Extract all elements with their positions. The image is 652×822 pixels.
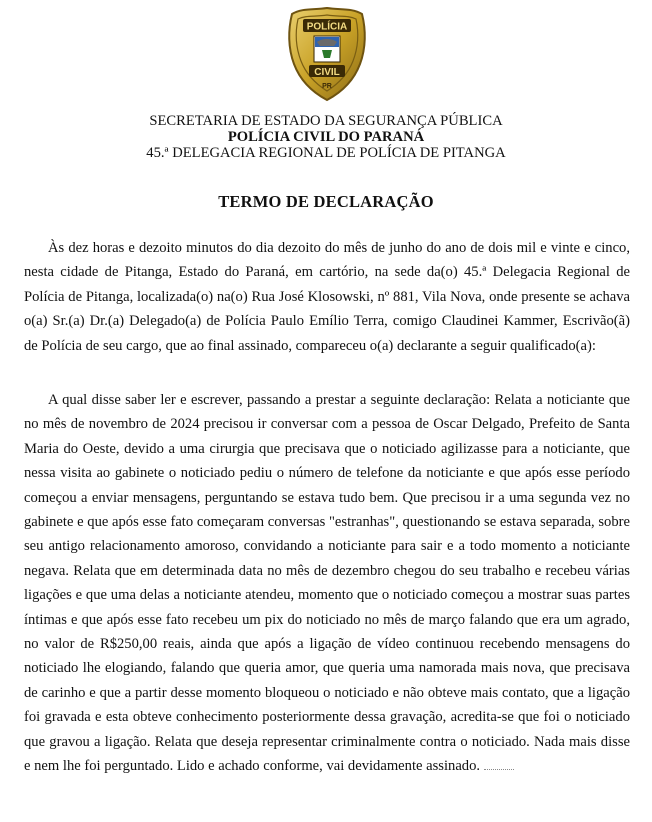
declaration-paragraph <box>24 388 630 779</box>
header-secretaria: SECRETARIA DE ESTADO DA SEGURANÇA PÚBLICA <box>149 113 503 129</box>
document-header <box>0 113 652 161</box>
header-delegacia: 45.ª DELEGACIA REGIONAL DE POLÍCIA DE PITANGA <box>146 145 506 161</box>
badge-top-text: POLÍCIA <box>306 21 348 33</box>
badge-bottom-text: CIVIL <box>314 67 340 78</box>
document-title: TERMO DE DECLARAÇÃO <box>218 192 434 211</box>
badge-state-text: PR <box>322 83 332 90</box>
declaration-text: A qual disse saber ler e escrever, passando a prestar a seguinte declaração: Relata a noticiante que no mês de novembro de 2024 precisou ir conversar com a pessoa de Oscar Delgado, Prefeito de Santa Maria do Oeste, devido a uma cirurgia que precisava que o noticiado agilizasse para a noticiante, que nessa visita ao gabinete o noticiado pediu o número de telefone da noticiante e que após esse período começou a enviar mensagens, perguntando se estava tudo bem. Que precisou ir a uma segunda vez no gabinete e que após esse fato começaram conversas "estranhas", questionando se estava separada, sobre seu antigo relacionamento amoroso, convidando a noticiante para sair e a todo momento a noticiante negava. Relata que em determinada data no mês de dezembro chegou do seu trabalho e recebeu várias ligações e que uma delas a noticiante atendeu, momento que o noticiado começou a mostrar suas partes íntimas e que após esse fato recebeu um pix do noticiado no mês de março falando que era um agrado, no valor de R$250,00 reais, ainda que após a ligação de vídeo continuou recebendo mensagens do noticiado lhe elogiando, falando que queria amor, que queria uma namorada mais nova, que precisava de carinho e que a partir desse momento bloqueou o noticiado e não obteve mais contato, que a ligação foi gravada e esta obteve conhecimento posteriormente dessa gravação, acredita-se que foi o noticiado que gravou a ligação. Relata que deseja representar criminalmente contra o noticiado. Nada mais disse e nem lhe foi perguntado. Lido e achado conforme, vai devidamente assinado. <box>24 392 630 775</box>
police-badge-icon <box>286 6 368 102</box>
opening-paragraph: Às dez horas e dezoito minutos do dia dezoito do mês de junho do ano de dois mil e vinte e cinco, nesta cidade de Pitanga, Estado do Paraná, em cartório, na sede da(o) 45.ª Delegacia Regional de Polícia de Pitanga, localizada(o) na(o) Rua José Klosowski, nº 881, Vila Nova, onde presente se achava o(a) Sr.(a) Dr.(a) Delegado(a) de Polícia Paulo Emílio Terra, comigo Claudinei Kammer, Escrivão(ã) de Polícia de seu cargo, que ao final assinado, compareceu o(a) declarante a seguir qualificado(a): <box>24 240 630 354</box>
policia-civil-badge <box>286 6 368 102</box>
closing-dotted-line <box>484 769 514 770</box>
header-policia-civil: POLÍCIA CIVIL DO PARANÁ <box>227 129 425 145</box>
